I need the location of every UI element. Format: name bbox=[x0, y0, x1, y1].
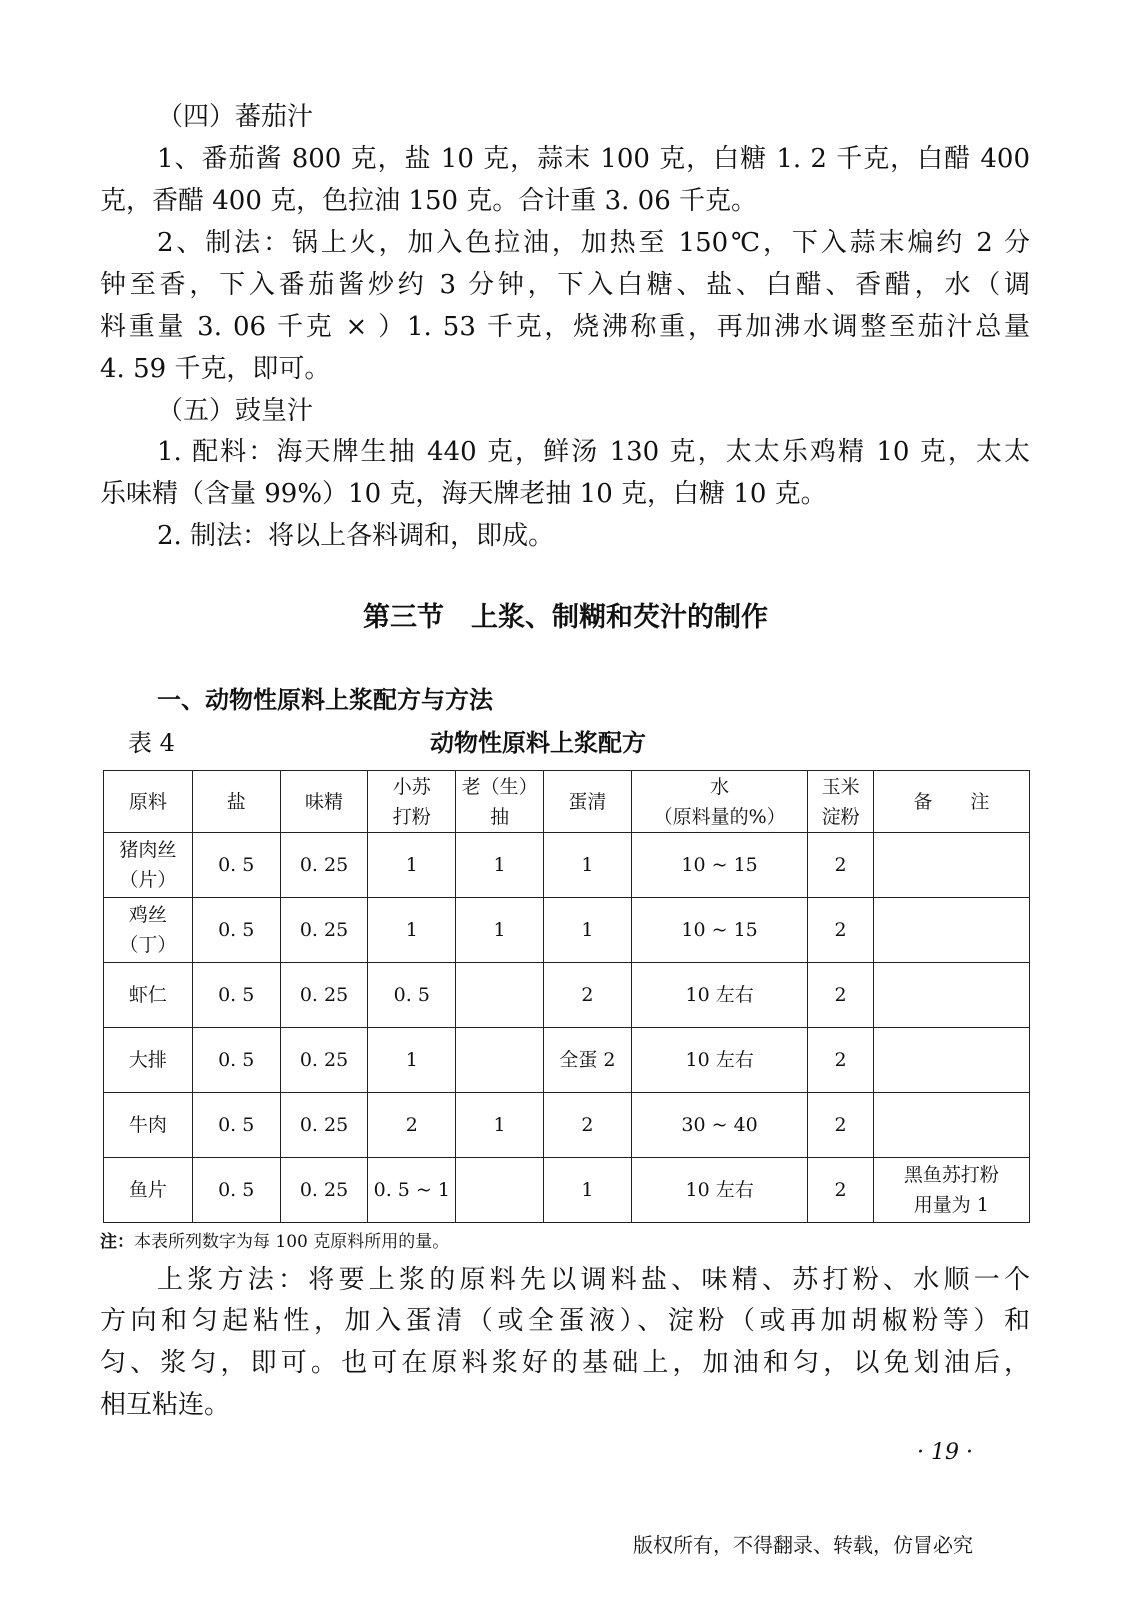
cell-water: 10 左右 bbox=[631, 963, 808, 1028]
cell-note bbox=[873, 833, 1029, 898]
cell-water: 10 ~ 15 bbox=[631, 833, 808, 898]
method-line-1: 上浆方法：将要上浆的原料先以调料盐、味精、苏打粉、水顺一个 bbox=[157, 1265, 1030, 1295]
header-cell: 老（生） 抽 bbox=[456, 771, 544, 833]
cell-water: 10 左右 bbox=[631, 1028, 808, 1093]
cell-salt: 0. 5 bbox=[192, 1093, 280, 1158]
cell-msg: 0. 25 bbox=[280, 963, 368, 1028]
tomato-method-line-3: 料重量 3. 06 千克 × ）1. 53 千克，烧沸称重，再加沸水调整至茄汁总量 bbox=[100, 312, 1030, 342]
header-cell: 原料 bbox=[104, 771, 193, 833]
cell-soy: 1 bbox=[456, 898, 544, 963]
cell-soda: 1 bbox=[368, 898, 456, 963]
cell-salt: 0. 5 bbox=[192, 1028, 280, 1093]
cell-soy bbox=[456, 963, 544, 1028]
cell-soy bbox=[456, 1028, 544, 1093]
cell-msg: 0. 25 bbox=[280, 1158, 368, 1223]
cell-soda: 0. 5 bbox=[368, 963, 456, 1028]
cell-egg: 2 bbox=[544, 1093, 632, 1158]
cell-name: 牛肉 bbox=[104, 1093, 193, 1158]
table-footnote bbox=[100, 1230, 449, 1254]
cell-egg: 1 bbox=[544, 833, 632, 898]
cell-name: 鱼片 bbox=[104, 1158, 193, 1223]
cell-salt: 0. 5 bbox=[192, 898, 280, 963]
cell-soy bbox=[456, 1158, 544, 1223]
cell-name: 大排 bbox=[104, 1028, 193, 1093]
cell-egg: 全蛋 2 bbox=[544, 1028, 632, 1093]
cell-soda: 1 bbox=[368, 833, 456, 898]
table-title: 动物性原料上浆配方 bbox=[430, 729, 646, 757]
cell-note bbox=[873, 963, 1029, 1028]
black-bean-ingredients-line-2: 乐味精（含量 99%）10 克，海天牌老抽 10 克，白糖 10 克。 bbox=[100, 479, 827, 509]
method-line-2: 方向和匀起粘性，加入蛋清（或全蛋液）、淀粉（或再加胡椒粉等）和 bbox=[100, 1306, 1030, 1336]
cell-msg: 0. 25 bbox=[280, 833, 368, 898]
cell-note: 黑鱼苏打粉 用量为 1 bbox=[873, 1158, 1029, 1223]
cell-egg: 1 bbox=[544, 1158, 632, 1223]
cell-egg: 1 bbox=[544, 898, 632, 963]
tomato-ingredients-line-1: 1、番茄酱 800 克，盐 10 克，蒜末 100 克，白糖 1. 2 千克，白醋 400 bbox=[157, 144, 1030, 174]
cell-name: 猪肉丝 （片） bbox=[104, 833, 193, 898]
cell-starch: 2 bbox=[808, 833, 873, 898]
cell-note bbox=[873, 898, 1029, 963]
cell-msg: 0. 25 bbox=[280, 1028, 368, 1093]
header-cell: 盐 bbox=[192, 771, 280, 833]
header-cell: 水 （原料量的%） bbox=[631, 771, 808, 833]
header-cell: 蛋清 bbox=[544, 771, 632, 833]
header-cell: 小苏 打粉 bbox=[368, 771, 456, 833]
cell-name: 虾仁 bbox=[104, 963, 193, 1028]
table-header-row bbox=[104, 771, 1030, 833]
heading-tomato-sauce: （四）蕃茄汁 bbox=[157, 102, 314, 132]
cell-msg: 0. 25 bbox=[280, 898, 368, 963]
cell-msg: 0. 25 bbox=[280, 1093, 368, 1158]
table-row bbox=[104, 963, 1030, 1028]
table-row bbox=[104, 833, 1030, 898]
table-label: 表 4 bbox=[128, 729, 175, 757]
cell-starch: 2 bbox=[808, 1158, 873, 1223]
cell-soy: 1 bbox=[456, 833, 544, 898]
cell-starch: 2 bbox=[808, 1028, 873, 1093]
cell-note bbox=[873, 1093, 1029, 1158]
heading-black-bean-sauce: （五）豉皇汁 bbox=[157, 396, 314, 426]
tomato-method-line-1: 2、制法：锅上火，加入色拉油，加热至 150℃，下入蒜末煸约 2 分 bbox=[157, 228, 1030, 258]
cell-water: 10 左右 bbox=[631, 1158, 808, 1223]
copyright-notice: 版权所有，不得翻录、转载，仿冒必究 bbox=[633, 1533, 973, 1557]
cell-name: 鸡丝 （丁） bbox=[104, 898, 193, 963]
cell-water: 30 ~ 40 bbox=[631, 1093, 808, 1158]
cell-soy: 1 bbox=[456, 1093, 544, 1158]
method-line-3: 匀、浆匀，即可。也可在原料浆好的基础上，加油和匀，以免划油后， bbox=[100, 1348, 1030, 1378]
cell-note bbox=[873, 1028, 1029, 1093]
cell-water: 10 ~ 15 bbox=[631, 898, 808, 963]
cell-soda: 1 bbox=[368, 1028, 456, 1093]
table-row bbox=[104, 1093, 1030, 1158]
table-row bbox=[104, 1028, 1030, 1093]
cell-starch: 2 bbox=[808, 898, 873, 963]
page-number: · 19 · bbox=[917, 1440, 973, 1465]
tomato-method-line-2: 钟至香，下入番茄酱炒约 3 分钟，下入白糖、盐、白醋、香醋，水（调 bbox=[100, 270, 1030, 300]
cell-soda: 0. 5 ~ 1 bbox=[368, 1158, 456, 1223]
cell-salt: 0. 5 bbox=[192, 833, 280, 898]
cell-salt: 0. 5 bbox=[192, 963, 280, 1028]
cell-salt: 0. 5 bbox=[192, 1158, 280, 1223]
table-row bbox=[104, 898, 1030, 963]
header-cell: 味精 bbox=[280, 771, 368, 833]
footnote-label: 注： bbox=[100, 1232, 134, 1252]
header-cell: 备 注 bbox=[873, 771, 1029, 833]
table-row bbox=[104, 1158, 1030, 1223]
footnote-text: 本表所列数字为每 100 克原料所用的量。 bbox=[134, 1232, 450, 1252]
recipe-table bbox=[103, 770, 1030, 1223]
header-cell: 玉米 淀粉 bbox=[808, 771, 873, 833]
tomato-ingredients-line-2: 克，香醋 400 克，色拉油 150 克。合计重 3. 06 千克。 bbox=[100, 186, 757, 216]
cell-starch: 2 bbox=[808, 963, 873, 1028]
black-bean-ingredients-line-1: 1. 配料：海天牌生抽 440 克，鲜汤 130 克，太太乐鸡精 10 克，太太 bbox=[157, 437, 1030, 467]
black-bean-method: 2. 制法：将以上各料调和，即成。 bbox=[157, 521, 555, 551]
cell-egg: 2 bbox=[544, 963, 632, 1028]
tomato-method-line-4: 4. 59 千克，即可。 bbox=[100, 354, 331, 384]
method-line-4: 相互粘连。 bbox=[100, 1390, 231, 1420]
section-title: 第三节 上浆、制糊和芡汁的制作 bbox=[363, 602, 768, 633]
sub-title: 一、动物性原料上浆配方与方法 bbox=[157, 686, 493, 714]
cell-soda: 2 bbox=[368, 1093, 456, 1158]
cell-starch: 2 bbox=[808, 1093, 873, 1158]
